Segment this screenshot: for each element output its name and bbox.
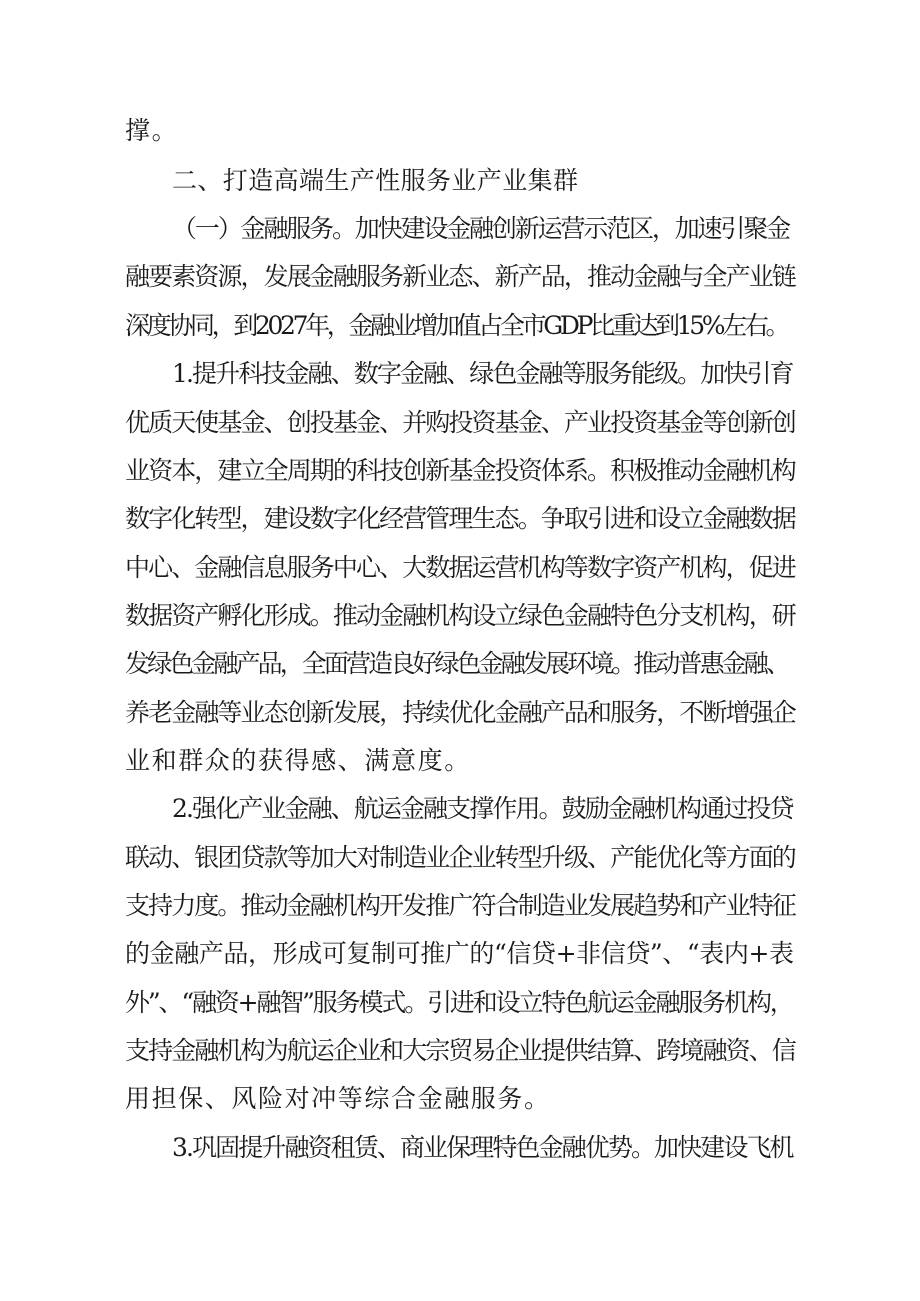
body-text-line: 中心、金融信息服务中心、大数据运营机构等数字资产机构，促进 — [125, 553, 795, 582]
body-text-line: 撑。 — [125, 116, 179, 145]
body-text-line: 联动、银团贷款等加大对制造业企业转型升级、产能优化等方面的 — [125, 843, 795, 872]
body-text-line: 养老金融等业态创新发展，持续优化金融产品和服务，不断增强企 — [125, 698, 795, 727]
body-text-line: 数据资产孵化形成。推动金融机构设立绿色金融特色分支机构，研 — [125, 601, 795, 630]
body-text-line: 外”、“融资+融智”服务模式。引进和设立特色航运金融服务机构， — [125, 988, 793, 1017]
body-text-line: 支持金融机构为航运企业和大宗贸易企业提供结算、跨境融资、信 — [125, 1036, 795, 1065]
body-text-line: 2.强化产业金融、航运金融支撑作用。鼓励金融机构通过投贷 — [172, 794, 793, 823]
body-text-line: 的金融产品，形成可复制可推广的“信贷+非信贷”、“表内+表 — [125, 939, 794, 968]
body-text-line: 优质天使基金、创投基金、并购投资基金、产业投资基金等创新创 — [125, 408, 795, 437]
body-text-line: 深度协同，到2027年，金融业增加值占全市GDP比重达到15%左右。 — [125, 311, 788, 340]
body-text-line: 发绿色金融产品，全面营造良好绿色金融发展环境。推动普惠金融、 — [125, 649, 789, 678]
section-heading: 二、打造高端生产性服务业产业集群 — [172, 166, 579, 195]
body-text-line: 业资本，建立全周期的科技创新基金投资体系。积极推动金融机构 — [125, 456, 795, 485]
body-text-line: （一）金融服务。加快建设金融创新运营示范区，加速引聚金 — [172, 214, 789, 243]
body-text-line: 融要素资源，发展金融服务新业态、新产品，推动金融与全产业链 — [125, 262, 795, 291]
body-text-line: 用担保、风险对冲等综合金融服务。 — [125, 1084, 551, 1113]
body-text-line: 业和群众的获得感、满意度。 — [125, 746, 471, 775]
body-text-line: 1.提升科技金融、数字金融、绿色金融等服务能级。加快引育 — [172, 359, 793, 388]
body-text-line: 3.巩固提升融资租赁、商业保理特色金融优势。加快建设飞机 — [172, 1133, 793, 1162]
body-text-line: 支持力度。推动金融机构开发推广符合制造业发展趋势和产业特征 — [125, 891, 795, 920]
body-text-line: 数字化转型，建设数字化经营管理生态。争取引进和设立金融数据 — [125, 504, 795, 533]
